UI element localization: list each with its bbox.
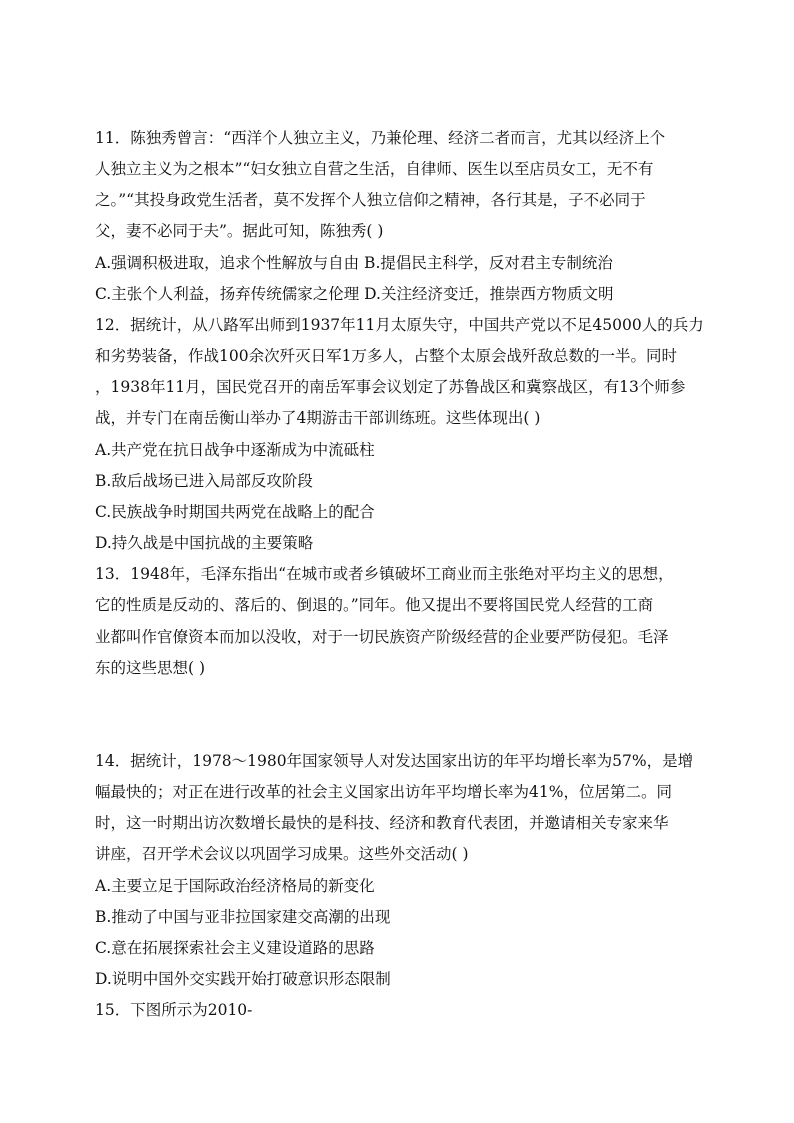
q12-stem-line-1: 12．据统计，从八路军出师到1937年11月太原失守，中国共产党以不足45000人的兵力 <box>95 316 704 334</box>
q14-stem-line-3: 时，这一时期出访次数增长最快的是科技、经济和教育代表团，并邀请相关专家来华 <box>95 814 669 832</box>
q11-options-row-1: A.强调积极进取，追求个性解放与自由 B.提倡民主科学，反对君主专制统治 <box>95 254 613 272</box>
q13-stem-line-3: 业都叫作官僚资本而加以没收，对于一切民族资产阶级经营的企业要严防侵犯。毛泽 <box>95 628 669 646</box>
q14-option-b: B.推动了中国与亚非拉国家建交高潮的出现 <box>95 908 391 926</box>
q14-option-d: D.说明中国外交实践开始打破意识形态限制 <box>95 970 391 988</box>
q11-stem-line-4: 父，妻不必同于夫”。据此可知，陈独秀( ) <box>95 222 384 240</box>
q12-stem-line-3: ，1938年11月，国民党召开的南岳军事会议划定了苏鲁战区和冀察战区，有13个师参 <box>95 378 686 396</box>
q11-stem-line-1: 11．陈独秀曾言：“西洋个人独立主义，乃兼伦理、经济二者而言，尤其以经济上个 <box>95 129 666 147</box>
q12-stem-line-4: 战，并专门在南岳衡山举办了4期游击干部训练班。这些体现出( ) <box>95 409 541 427</box>
q14-option-a: A.主要立足于国际政治经济格局的新变化 <box>95 877 375 895</box>
q12-option-d: D.持久战是中国抗战的主要策略 <box>95 534 314 552</box>
q14-stem-line-4: 讲座，召开学术会议以巩固学习成果。这些外交活动( ) <box>95 845 469 863</box>
q13-stem-line-1: 13．1948年，毛泽东指出“在城市或者乡镇破坏工商业而主张绝对平均主义的思想， <box>95 565 674 583</box>
q12-option-a: A.共产党在抗日战争中逐渐成为中流砥柱 <box>95 441 375 459</box>
q12-option-b: B.敌后战场已进入局部反攻阶段 <box>95 472 313 490</box>
q11-options-row-2: C.主张个人利益，扬弃传统儒家之伦理 D.关注经济变迁，推崇西方物质文明 <box>95 285 614 303</box>
q11-stem-line-3: 之。”“其投身政党生活者，莫不发挥个人独立信仰之精神，各行其是，子不必同于 <box>95 191 646 209</box>
q14-stem-line-2: 幅最快的；对正在进行改革的社会主义国家出访年平均增长率为41%，位居第二。同 <box>95 783 672 801</box>
q12-stem-line-2: 和劣势装备，作战100余次歼灭日军1万多人，占整个太原会战歼敌总数的一半。同时 <box>95 347 677 365</box>
q13-stem-line-2: 它的性质是反动的、落后的、倒退的。”同年。他又提出不要将国民党人经营的工商 <box>95 596 654 614</box>
q12-option-c: C.民族战争时期国共两党在战略上的配合 <box>95 503 375 521</box>
q14-option-c: C.意在拓展探索社会主义建设道路的思路 <box>95 939 375 957</box>
q11-stem-line-2: 人独立主义为之根本”“妇女独立自营之生活，自律师、医生以至店员女工，无不有 <box>95 160 654 178</box>
q15-stem: 15．下图所示为2010- <box>95 1001 253 1019</box>
q14-stem-line-1: 14．据统计，1978～1980年国家领导人对发达国家出访的年平均增长率为57%，是增 <box>95 752 694 770</box>
q13-stem-line-4: 东的这些思想( ) <box>95 659 206 677</box>
